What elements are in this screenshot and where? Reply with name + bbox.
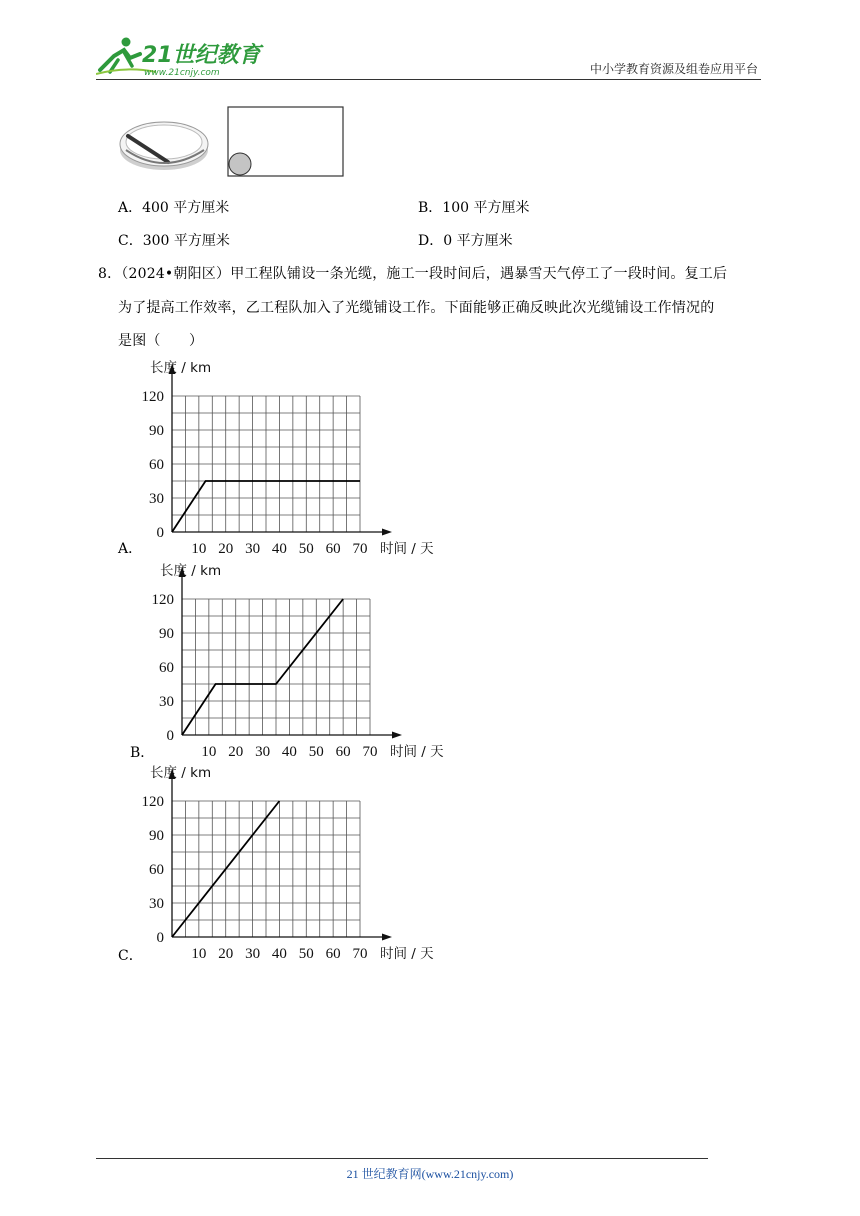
chart-a-choice: A．	[118, 541, 143, 557]
chart-a	[140, 356, 450, 556]
option-a: A．400 平方厘米	[118, 200, 230, 216]
x-tick-label: 70	[362, 744, 378, 759]
x-tick-label: 40	[281, 744, 297, 759]
x-axis-title: 时间 / 天	[390, 744, 444, 759]
y-tick-label: 30	[159, 694, 174, 710]
robot-circle	[229, 153, 251, 175]
grid	[182, 599, 370, 735]
x-axis-arrow	[382, 934, 392, 941]
x-tick-label: 30	[245, 946, 261, 961]
x-axis-title: 时间 / 天	[380, 946, 434, 961]
footer-text: 21 世纪教育网(www.21cnjy.com)	[346, 1167, 514, 1181]
y-tick-label: 60	[159, 660, 174, 676]
x-tick-label: 10	[201, 744, 217, 759]
x-tick-label: 10	[191, 541, 207, 556]
x-tick-label: 30	[245, 541, 261, 556]
option-d: D．0 平方厘米	[418, 233, 513, 249]
logo-url: www.21cnjy.com	[144, 68, 220, 78]
y-axis-title: 长度 / km	[160, 563, 222, 579]
q8-line-1: 8．（2024•朝阳区）甲工程队铺设一条光缆，施工一段时间后，遇暴雪天气停工了一段时间。复工后	[98, 266, 728, 282]
y-tick-label: 90	[149, 423, 164, 439]
option-b: B．100 平方厘米	[418, 200, 530, 216]
x-tick-label: 10	[191, 946, 207, 961]
x-axis-title: 时间 / 天	[380, 541, 434, 556]
x-tick-label: 20	[218, 541, 234, 556]
x-tick-label: 40	[271, 946, 287, 961]
header-tagline: 中小学教育资源及组卷应用平台	[589, 62, 758, 76]
y-tick-label: 30	[149, 491, 164, 507]
x-tick-label: 20	[228, 744, 244, 759]
y-axis-title: 长度 / km	[150, 360, 212, 376]
x-tick-label: 50	[298, 541, 314, 556]
x-tick-label: 30	[255, 744, 271, 759]
site-logo	[96, 36, 266, 78]
y-tick-label: 60	[149, 862, 164, 878]
chart-c	[140, 761, 450, 961]
grid	[172, 396, 360, 532]
q8-line-2: 为了提高工作效率，乙工程队加入了光缆铺设工作。下面能够正确反映此次光缆铺设工作情况的	[118, 300, 715, 316]
y-tick-label: 120	[141, 389, 164, 405]
option-c: C．300 平方厘米	[118, 233, 230, 249]
y-tick-label: 90	[159, 626, 174, 642]
y-tick-label: 30	[149, 896, 164, 912]
footer-rule	[96, 1158, 708, 1159]
x-tick-label: 60	[335, 744, 351, 759]
y-axis-title: 长度 / km	[150, 765, 212, 781]
x-tick-label: 50	[298, 946, 314, 961]
q8-line-3: 是图（ ）	[118, 333, 204, 349]
room-rectangle-figure	[227, 106, 345, 178]
header-rule	[96, 79, 761, 80]
chart-c-choice: C．	[118, 948, 143, 964]
x-tick-label: 50	[308, 744, 324, 759]
grid	[172, 801, 360, 937]
y-tick-label: 120	[141, 794, 164, 810]
logo-text: 21世纪教育	[142, 43, 261, 68]
x-tick-label: 70	[352, 946, 368, 961]
x-tick-label: 60	[325, 541, 341, 556]
chart-b	[150, 559, 460, 759]
y-tick-label: 90	[149, 828, 164, 844]
x-axis-arrow	[382, 529, 392, 536]
y-tick-label: 120	[151, 592, 174, 608]
x-tick-label: 40	[271, 541, 287, 556]
x-tick-label: 60	[325, 946, 341, 961]
x-tick-label: 20	[218, 946, 234, 961]
y-tick-label: 60	[149, 457, 164, 473]
y-tick-label: 0	[156, 525, 164, 541]
chart-b-choice: B．	[130, 745, 155, 761]
x-axis-arrow	[392, 732, 402, 739]
x-tick-label: 70	[352, 541, 368, 556]
y-tick-label: 0	[166, 728, 174, 744]
robot-vacuum-image	[116, 106, 212, 178]
y-tick-label: 0	[156, 930, 164, 946]
